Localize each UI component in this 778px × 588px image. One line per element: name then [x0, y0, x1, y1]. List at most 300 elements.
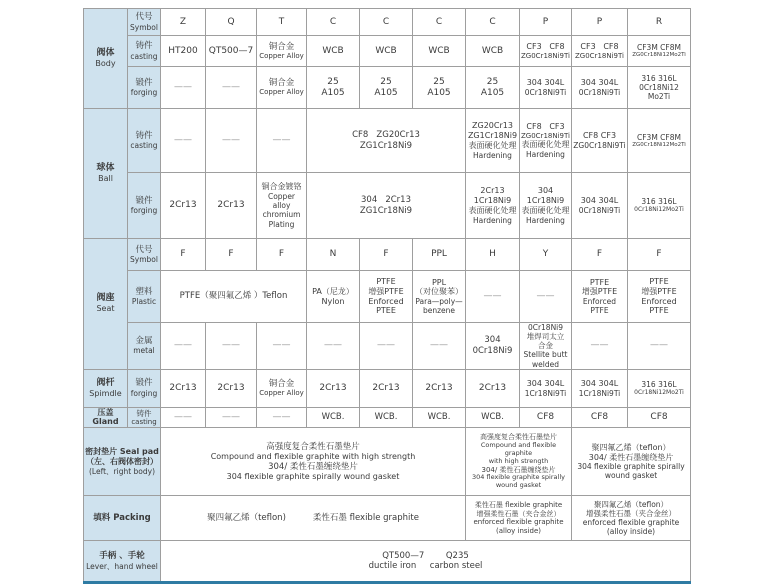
row-label-casting — [128, 109, 161, 173]
table-cell — [572, 369, 628, 407]
cell-text: Seat — [96, 304, 115, 314]
section-label-spindle — [84, 369, 128, 407]
cell-text: ZG1Cr18Ni9 — [359, 205, 413, 216]
cell-text: ZG20Cr13 — [472, 121, 513, 131]
table-cell — [628, 369, 691, 407]
cell-text: 聚四氟乙烯（teflon) 柔性石墨 flexible graphite — [207, 513, 419, 524]
cell-text: WCB — [481, 45, 504, 56]
cell-text: CF3M CF8M — [637, 43, 681, 53]
table-cell — [257, 173, 307, 239]
table-cell — [257, 239, 307, 271]
cell-text: 304 304L — [580, 78, 619, 88]
cell-text: —— — [222, 82, 240, 93]
cell-text: 锻件 — [135, 77, 153, 88]
cell-text: 代号 — [135, 12, 153, 23]
cell-text: C — [489, 16, 496, 27]
row-label-forging — [128, 369, 161, 407]
table-cell — [161, 173, 206, 239]
table-cell — [520, 407, 572, 428]
cell-text: QT500—7 Q235 — [382, 550, 469, 561]
table-cell — [413, 323, 466, 370]
cell-text: casting — [130, 51, 158, 61]
table-cell — [466, 173, 520, 239]
cell-text: CF8 CF3 — [526, 121, 565, 131]
col-header-z — [161, 9, 206, 36]
table-cell — [628, 239, 691, 271]
cell-text: ZG0Cr18Ni9Ti — [573, 140, 626, 150]
col-header-p2 — [572, 9, 628, 36]
cell-text: 316 316L — [641, 73, 677, 83]
cell-text: forging — [130, 88, 158, 98]
table-cell — [206, 36, 257, 67]
cell-text: A105 — [374, 87, 398, 98]
col-header-c1 — [307, 9, 360, 36]
cell-text: 0Cr18Ni9Ti — [524, 87, 567, 97]
row-packing — [84, 496, 691, 541]
row-body-forging — [84, 67, 691, 109]
table-cell — [466, 36, 520, 67]
cell-text: Body — [95, 59, 116, 69]
cell-text: 聚四氟乙烯（teflon） — [593, 499, 669, 509]
cell-text: PTFE — [376, 277, 396, 286]
col-header-c2 — [360, 9, 413, 36]
cell-text: —— — [536, 291, 555, 302]
cell-text: 304 2Cr13 — [361, 195, 411, 206]
table-cell — [628, 109, 691, 173]
cell-text: 304 flexible graphite spirally — [472, 473, 565, 482]
cell-text: 304 flexible graphite spirally wound gasket — [226, 472, 400, 482]
table-cell — [572, 239, 628, 271]
cell-text: Stellite butt — [523, 350, 568, 360]
table-cell — [161, 496, 466, 541]
table-cell — [466, 239, 520, 271]
cell-text: Copper Alloy — [259, 88, 304, 97]
row-ball-forging — [84, 173, 691, 239]
table-cell — [572, 67, 628, 109]
section-label-seat — [84, 239, 128, 370]
cell-text: T — [278, 16, 285, 27]
row-body-casting — [84, 36, 691, 67]
materials-table — [83, 8, 691, 584]
table-cell — [628, 323, 691, 370]
valve-materials-table-wrap — [83, 8, 691, 584]
cell-text: F — [383, 249, 389, 260]
cell-text: C — [329, 16, 337, 27]
table-cell — [257, 407, 307, 428]
cell-text: PTFE — [589, 277, 610, 287]
table-cell — [572, 496, 691, 541]
cell-text: 2Cr13 — [478, 382, 507, 393]
cell-text: WCB. — [427, 412, 451, 423]
cell-text: CF8 — [650, 411, 668, 422]
cell-text: —— — [430, 340, 448, 351]
cell-text: 2Cr13 — [319, 382, 347, 393]
cell-text: 2Cr13 — [425, 382, 453, 393]
table-cell — [572, 407, 628, 428]
cell-text: Y — [542, 249, 549, 260]
cell-text: R — [655, 16, 663, 27]
table-cell — [360, 36, 413, 67]
cell-text: 阀体 — [96, 48, 115, 59]
cell-text: (Left、right body) — [88, 466, 156, 476]
cell-text: 增强PTFE — [368, 286, 404, 296]
cell-text: 25 — [433, 76, 445, 87]
table-cell — [206, 67, 257, 109]
cell-text: Enforced — [641, 296, 677, 306]
cell-text: —— — [590, 340, 609, 351]
table-cell — [572, 271, 628, 323]
cell-text: 25 — [486, 76, 499, 87]
cell-text: 304/ 柔性石墨缠绕垫片 — [268, 461, 358, 472]
cell-text: PTEE — [376, 306, 396, 316]
cell-text: 0Cr18Ni9Ti — [578, 87, 621, 97]
col-header-r — [628, 9, 691, 36]
table-cell — [206, 369, 257, 407]
cell-text: WCB. — [481, 412, 504, 423]
cell-text: —— — [222, 135, 240, 146]
cell-text: 增强柔性石墨（夹合金丝） — [476, 509, 561, 518]
cell-text: （对位聚苯） — [415, 287, 463, 297]
cell-text: —— — [324, 340, 342, 351]
table-cell — [257, 67, 307, 109]
cell-text: wound gasket — [604, 471, 658, 481]
table-cell — [257, 36, 307, 67]
cell-text: (alloy inside) — [495, 526, 541, 535]
cell-text: 2Cr13 — [372, 382, 400, 393]
cell-text: WCB — [428, 45, 450, 56]
cell-text: F — [656, 249, 662, 260]
col-header-c3 — [413, 9, 466, 36]
cell-text: Symbol — [130, 255, 158, 265]
cell-text: 代号 — [135, 244, 153, 255]
section-label-body — [84, 9, 128, 109]
cell-text: enforced flexible graphite — [473, 518, 564, 527]
cell-text: —— — [222, 411, 240, 422]
cell-text: —— — [272, 340, 291, 351]
row-label-forging — [128, 67, 161, 109]
cell-text: Enforced PTFE — [582, 297, 617, 316]
table-cell — [161, 109, 206, 173]
cell-text: ductile iron carbon steel — [368, 561, 483, 572]
table-cell — [413, 239, 466, 271]
cell-text: 0Cr18Ni12 — [639, 82, 679, 92]
table-cell — [520, 369, 572, 407]
cell-text: —— — [377, 340, 395, 351]
cell-text: Hardening — [473, 150, 512, 160]
section-label-seal-pad — [84, 428, 161, 496]
table-cell — [628, 271, 691, 323]
cell-text: 铜合金 — [268, 378, 295, 389]
table-cell — [572, 109, 628, 173]
cell-text: 堆焊司太立 — [526, 332, 565, 342]
col-header-q — [206, 9, 257, 36]
table-cell — [307, 109, 466, 173]
cell-text: CF3 CF8 — [580, 41, 619, 51]
table-cell — [413, 67, 466, 109]
table-cell — [572, 173, 628, 239]
cell-text: 铸件 — [135, 41, 153, 52]
row-label-forging — [128, 173, 161, 239]
row-seat-symbol — [84, 239, 691, 271]
table-cell — [307, 323, 360, 370]
table-cell — [307, 36, 360, 67]
cell-text: welded — [532, 359, 559, 369]
cell-text: A105 — [480, 87, 505, 98]
cell-text: 0Cr18Ni12Mo2Ti — [634, 389, 684, 397]
col-header-c4 — [466, 9, 520, 36]
cell-text: —— — [483, 291, 502, 302]
table-cell — [360, 67, 413, 109]
cell-text: WCB. — [374, 412, 398, 423]
cell-text: 增强PTFE — [581, 287, 618, 297]
cell-text: P — [596, 16, 603, 27]
cell-text: Hardening — [526, 149, 565, 159]
table-cell — [307, 369, 360, 407]
cell-text: A105 — [427, 87, 451, 98]
cell-text: forging — [130, 206, 158, 216]
table-cell — [466, 323, 520, 370]
row-label-symbol — [128, 239, 161, 271]
cell-text: Spimdle — [89, 388, 122, 398]
table-cell — [413, 271, 466, 323]
cell-text: ZG0Cr18Ni12Mo2Ti — [632, 52, 686, 59]
table-cell — [307, 239, 360, 271]
section-label-ball — [84, 109, 128, 239]
cell-text: WCB — [375, 45, 397, 56]
cell-text: 304 — [484, 335, 501, 346]
row-ball-casting — [84, 109, 691, 173]
cell-text: 2Cr13 — [217, 200, 245, 211]
cell-text: —— — [272, 135, 291, 146]
cell-text: —— — [650, 340, 668, 351]
cell-text: metal — [133, 346, 155, 356]
cell-text: 铜合金 — [268, 41, 295, 52]
row-label-plastic — [128, 271, 161, 323]
cell-text: F — [596, 249, 603, 260]
cell-text: enforced flexible graphite — [582, 518, 680, 528]
table-cell — [413, 407, 466, 428]
cell-text: 阀座 — [96, 293, 115, 304]
table-cell — [360, 271, 413, 323]
cell-text: —— — [272, 411, 291, 422]
table-cell — [466, 67, 520, 109]
table-cell — [520, 36, 572, 67]
table-cell — [360, 369, 413, 407]
cell-text: Nylon — [321, 296, 345, 306]
cell-text: 锻件 — [135, 195, 153, 206]
cell-text: 2Cr13 — [169, 382, 197, 393]
cell-text: CF3 CF8 — [526, 41, 565, 51]
cell-text: F — [180, 249, 186, 260]
cell-text: 1Cr18Ni9Ti — [524, 388, 567, 398]
cell-text: casting — [130, 141, 158, 151]
cell-text: 304 flexible graphite spirally — [577, 462, 685, 472]
cell-text: ZG0Cr18Ni12Mo2Ti — [632, 141, 686, 148]
row-label-symbol — [128, 9, 161, 36]
cell-text: 球体 — [96, 163, 115, 174]
table-cell — [360, 323, 413, 370]
table-cell — [466, 369, 520, 407]
cell-text: 2Cr13 — [169, 200, 197, 211]
cell-text: N — [329, 249, 337, 260]
cell-text: ZG0Cr18Ni9Ti — [575, 51, 624, 60]
cell-text: 304/ 柔性石墨缠绕垫片 — [588, 452, 674, 462]
cell-text: 1Cr18Ni9 — [473, 196, 512, 206]
cell-text: 增强柔性石墨（夹合金丝） — [586, 509, 676, 519]
table-cell — [572, 323, 628, 370]
cell-text: 0Cr18Ni12Mo2Ti — [634, 206, 684, 214]
cell-text: 压盖 Gland — [92, 407, 119, 427]
row-label-casting — [128, 36, 161, 67]
table-cell — [520, 67, 572, 109]
cell-text: 表面硬化处理 — [468, 205, 517, 215]
cell-text: Copper alloy — [267, 192, 296, 211]
cell-text: 304 304L — [580, 196, 619, 206]
cell-text: —— — [174, 135, 192, 146]
cell-text: CF8 — [590, 411, 609, 422]
cell-text: C — [435, 16, 443, 27]
cell-text: Lever、hand wheel — [86, 561, 158, 571]
table-cell — [628, 67, 691, 109]
cell-text: Ball — [98, 174, 113, 184]
cell-text: 2Cr13 — [480, 186, 505, 196]
cell-text: F — [278, 249, 285, 260]
table-cell — [161, 239, 206, 271]
cell-text: ZG1Cr18Ni9 — [359, 140, 413, 151]
table-cell — [161, 369, 206, 407]
cell-text: Copper Alloy — [259, 389, 304, 398]
cell-text: with high strength — [488, 456, 549, 465]
table-cell — [161, 67, 206, 109]
table-cell — [572, 36, 628, 67]
cell-text: CF8 — [536, 411, 555, 422]
cell-text: 25 — [380, 76, 392, 87]
cell-text: 304 304L — [580, 378, 619, 388]
cell-text: wound gasket — [495, 481, 542, 490]
row-seal-pad — [84, 428, 691, 496]
cell-text: 316 316L — [641, 197, 677, 207]
cell-text: 塑料 — [135, 286, 153, 297]
row-lever — [84, 541, 691, 583]
table-cell — [413, 369, 466, 407]
cell-text: （左、右阀体密封） — [86, 457, 158, 467]
col-header-p1 — [520, 9, 572, 36]
row-label-casting — [128, 407, 161, 428]
cell-text: 1Cr18Ni9 — [526, 196, 565, 206]
table-cell — [161, 323, 206, 370]
table-cell — [257, 109, 307, 173]
row-gland-casting — [84, 407, 691, 428]
cell-text: —— — [174, 82, 192, 93]
cell-text: 304 — [537, 186, 554, 196]
table-cell — [413, 36, 466, 67]
row-seat-metal — [84, 323, 691, 370]
cell-text: 高强度复合柔性石墨垫片 — [266, 441, 360, 452]
cell-text: 316 316L — [641, 379, 677, 389]
cell-text: 304/ 柔性石墨缠绕垫片 — [481, 465, 556, 474]
table-cell — [257, 369, 307, 407]
cell-text: 表面硬化处理 — [521, 140, 570, 150]
cell-text: HT200 — [168, 45, 198, 56]
cell-text: 1Cr18Ni9Ti — [578, 388, 621, 398]
table-cell — [307, 67, 360, 109]
cell-text: Enforced — [368, 296, 404, 306]
cell-text: 2Cr13 — [217, 382, 245, 393]
row-spindle-forging — [84, 369, 691, 407]
table-cell — [257, 323, 307, 370]
cell-text: 铜合金镀铬 — [261, 182, 302, 192]
cell-text: H — [489, 249, 496, 260]
cell-text: CF3M CF8M — [637, 132, 681, 142]
table-cell — [628, 173, 691, 239]
table-cell — [161, 407, 206, 428]
cell-text: 阀杆 — [96, 377, 115, 388]
row-label-metal — [128, 323, 161, 370]
row-symbols — [84, 9, 691, 36]
cell-text: 密封垫片 Seal pad — [85, 447, 159, 457]
cell-text: QT500—7 — [208, 45, 254, 56]
table-cell — [161, 36, 206, 67]
cell-text: 铸件 — [136, 408, 152, 418]
table-cell — [206, 323, 257, 370]
cell-text: 聚四氟乙烯（teflon） — [591, 442, 671, 452]
cell-text: 柔性石墨 flexible graphite — [474, 501, 563, 510]
cell-text: casting — [131, 417, 157, 426]
table-cell — [466, 109, 520, 173]
cell-text: Para—poly— — [415, 297, 463, 307]
table-cell — [466, 271, 520, 323]
cell-text: 0Cr18Ni9 — [527, 323, 564, 332]
cell-text: chromium — [262, 210, 301, 220]
cell-text: Compound and flexible graphite — [480, 440, 557, 457]
table-cell — [307, 173, 466, 239]
col-header-t — [257, 9, 307, 36]
table-cell — [360, 239, 413, 271]
cell-text: 表面硬化处理 — [521, 205, 570, 215]
cell-text: 铸件 — [135, 130, 153, 141]
cell-text: CF8 ZG20Cr13 — [352, 130, 420, 141]
cell-text: (alloy inside) — [606, 527, 656, 537]
cell-text: —— — [222, 340, 240, 351]
cell-text: 304 304L — [526, 378, 565, 388]
cell-text: PPL — [431, 277, 447, 287]
cell-text: P — [542, 16, 549, 27]
table-cell — [572, 428, 691, 496]
cell-text: PTFE（聚四氟乙烯 ）Teflon — [179, 291, 288, 302]
cell-text: 增强PTFE — [641, 286, 677, 296]
cell-text: 填料 Packing — [93, 513, 151, 524]
cell-text: C — [382, 16, 390, 27]
cell-text: Copper Alloy — [259, 51, 304, 60]
table-cell — [520, 271, 572, 323]
cell-text: 手柄 、手轮 — [99, 551, 145, 562]
cell-text: —— — [174, 340, 192, 351]
cell-text: Mo2Ti — [647, 92, 671, 102]
row-seat-plastic — [84, 271, 691, 323]
table-cell — [161, 541, 691, 583]
table-cell — [520, 323, 572, 370]
cell-text: —— — [174, 411, 192, 422]
cell-text: Compound and flexible graphite with high strength — [210, 451, 416, 461]
cell-text: 0Cr18Ni9 — [472, 345, 513, 356]
cell-text: CF8 CF3 — [582, 131, 617, 141]
cell-text: Symbol — [130, 22, 158, 32]
cell-text: 304 304L — [526, 78, 565, 88]
section-label-gland — [84, 407, 128, 428]
cell-text: 锻件 — [135, 378, 153, 389]
cell-text: Plating — [268, 219, 295, 229]
cell-text: PPL — [431, 249, 447, 260]
